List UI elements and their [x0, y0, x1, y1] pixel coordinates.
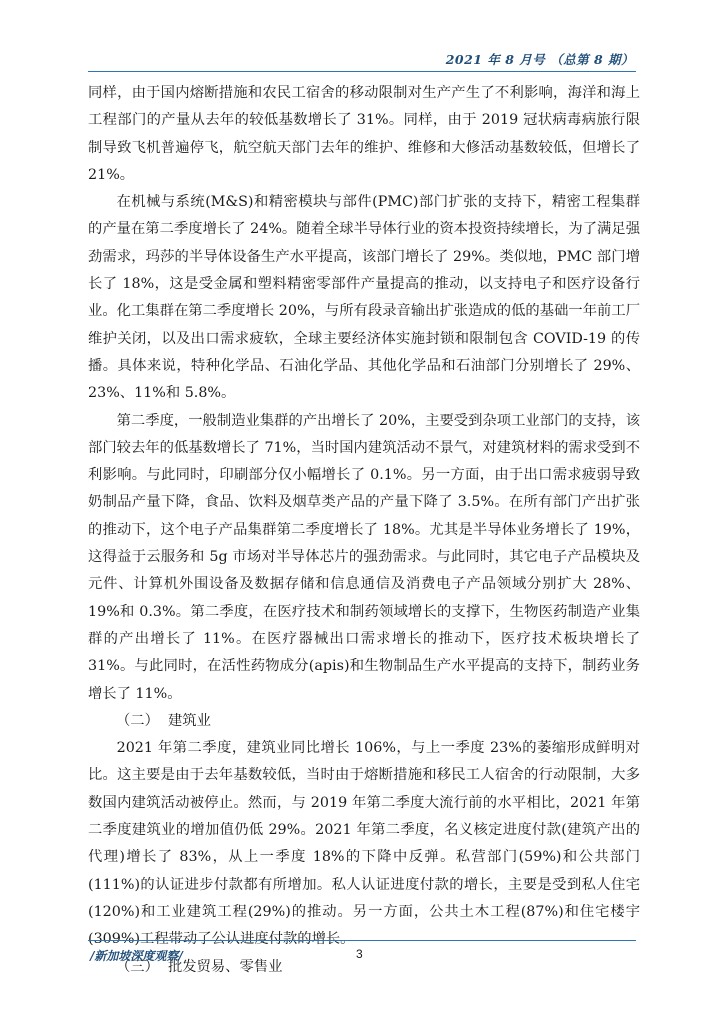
section-title: 批发贸易、零售业: [168, 958, 283, 975]
paragraph-general-electronics-biomedical: 第二季度，一般制造业集群的产出增长了 20%，主要受到杂项工业部门的支持，该部门较去年的低基数增长了 71%，当时国内建筑活动不景气，对建筑材料的需求受到不利影响。与此同时，印刷部分仅小幅增长了 0.1%。另一方面，由于出口需求疲弱导致奶制品产量下降，食品、饮料及烟草类产品的产量下降了 3.5%。在所有部门产出扩张的推动下，这个电子产品集群第二季度增长了 18%。尤其是半导体业务增长了 19%，这得益于云服务和 5g 市场对半导体芯片的强劲需求。与此同时，其它电子产品模块及元件、计算机外围设备及数据存储和信息通信及消费电子产品领域分别扩大 28%、19%和 0.3%。第二季度，在医疗技术和制药领域增长的支撑下，生物医药制造产业集群的产出增长了 11%。在医疗器械出口需求增长的推动下，医疗技术板块增长了 31%。与此同时，在活性药物成分(apis)和生物制品生产水平提高的支持下，制药业务增长了 11%。: [88, 412, 640, 702]
footer-divider: [88, 940, 636, 941]
page-number: 3: [356, 947, 363, 961]
paragraph-marine-aerospace: 同样，由于国内熔断措施和农民工宿舍的移动限制对生产产生了不利影响，海洋和海上工程部门的产量从去年的较低基数增长了 31%。同样，由于 2019 冠状病毒病旅行限制导致飞机普遍停飞，航空航天部门去年的维护、维修和大修活动基数较低，但增长了 21%。: [88, 85, 640, 183]
section-title: 建筑业: [168, 712, 211, 729]
paragraph-construction: 2021 年第二季度，建筑业同比增长 106%，与上一季度 23%的萎缩形成鲜明对比。这主要是由于去年基数较低，当时由于熔断措施和移民工人宿舍的行动限制，大多数国内建筑活动被停止。然而，与 2019 年第二季度大流行前的水平相比，2021 年第二季度建筑业的增加值仍低 29%。2021 年第二季度，名义核定进度付款(建筑产出的代理)增长了 83%，从上一季度 18%的下降中反弹。私营部门(59%)和公共部门(111%)的认证进步付款都有所增加。私人认证进度付款的增长，主要是受到私人住宅(120%)和工业建筑工程(29%)的推动。另一方面，公共土木工程(87%)和住宅楼宇(309%)工程带动了公认进度付款的增长。: [88, 740, 640, 948]
publication-name: /新加坡深度观察/: [90, 949, 183, 963]
section-number: （二）: [116, 712, 159, 729]
paragraph-precision-chemicals: 在机械与系统(M&S)和精密模块与部件(PMC)部门扩张的支持下，精密工程集群的产量在第二季度增长了 24%。随着全球半导体行业的资本投资持续增长，为了满足强劲需求，玛莎的半导体设备生产水平提高，该部门增长了 29%。类似地，PMC 部门增长了 18%，这是受金属和塑料精密零部件产量提高的推动，以支持电子和医疗设备行业。化工集群在第二季度增长 20%，与所有段录音输出扩张造成的低的基础一年前工厂维护关闭，以及出口需求疲软，全球主要经济体实施封锁和限制包含 COVID-19 的传播。具体来说，特种化学品、石油化学品、其他化学品和石油部门分别增长了 29%、23%、11%和 5.8%。: [88, 194, 640, 402]
section-heading-construction: [88, 708, 640, 735]
page-body: [88, 80, 640, 981]
issue-header: 2021 年 8 月号 （总第 8 期）: [445, 52, 634, 67]
header-divider: [88, 71, 636, 72]
section-number: （三）: [116, 958, 159, 975]
